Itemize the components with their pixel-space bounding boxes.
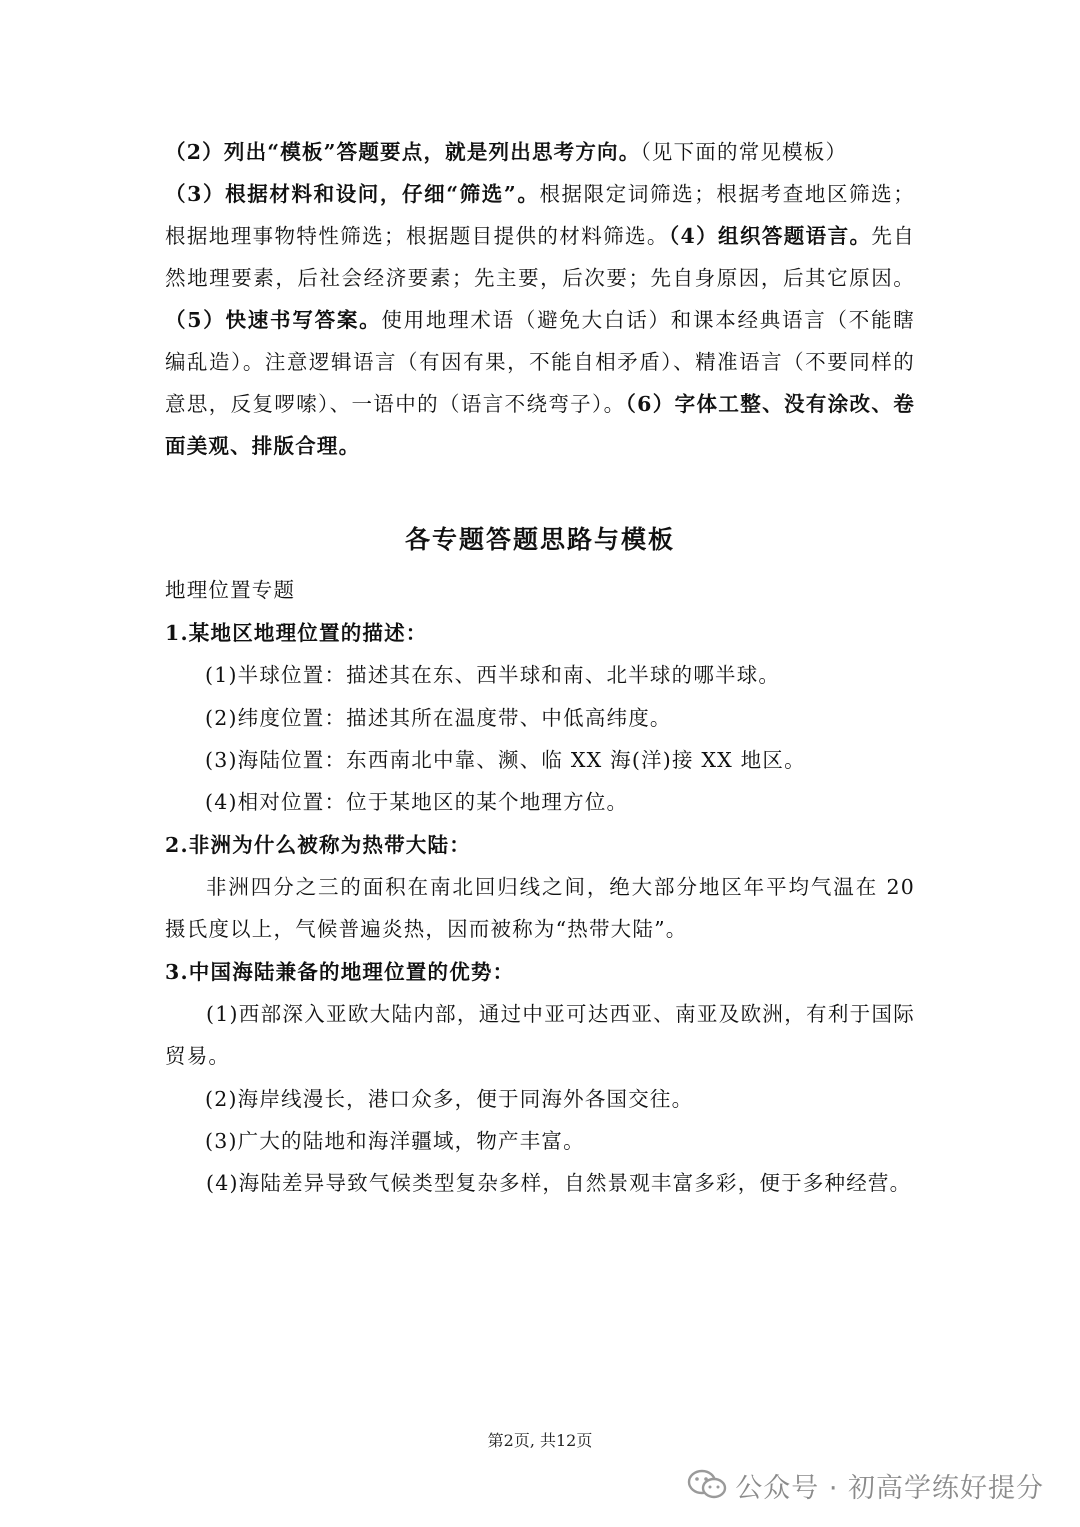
wechat-icon [687, 1468, 727, 1502]
step-6-title: （6）字体工整、没有涂改、卷面美观、排版合理。 [165, 392, 915, 458]
paragraph-1-bold: （2）列出“模板”答题要点，就是列出思考方向。 [165, 140, 641, 164]
step-5-title: （5）快速书写答案。 [165, 308, 382, 332]
q3-item: (1)西部深入亚欧大陆内部，通过中亚可达西亚、南亚及欧洲，有利于国际贸易。 [165, 1002, 915, 1068]
step-5-body: 使用地理术语（避免大白话）和课本经典语言（不能瞎编乱造）。注意逻辑语言（有因有果，不能自相矛盾）、精准语言（不要同样的意思，反复啰嗦）、一语中的（语言不绕弯子）。 [165, 308, 915, 416]
topic-title: 地理位置专题 [165, 578, 296, 602]
step-4-body: 先自然地理要素，后社会经济要素；先主要，后次要；先自身原因，后其它原因。 [165, 224, 915, 290]
watermark-text: 公众号 · 初高学练好提分 [735, 1472, 1044, 1504]
paragraph-2 [165, 173, 915, 467]
q3-item: (4)海陆差异导致气候类型复杂多样，自然景观丰富多彩，便于多种经营。 [206, 1171, 912, 1195]
q1-item: (1)半球位置：描述其在东、西半球和南、北半球的哪半球。 [205, 663, 781, 687]
paragraph-1-normal: （见下面的常见模板） [640, 140, 848, 164]
q1-item: (4)相对位置：位于某地区的某个地理方位。 [205, 790, 629, 814]
step-4-title: （4）组织答题语言。 [668, 224, 872, 248]
watermark [687, 1465, 1044, 1505]
step-3-title: （3）根据材料和设问，仔细“筛选”。 [165, 182, 540, 206]
q3-item: (2)海岸线漫长，港口众多，便于同海外各国交往。 [205, 1087, 694, 1111]
paragraph-1 [165, 131, 915, 173]
section-title: 各专题答题思路与模板 [404, 525, 675, 554]
q1-title: 1.某地区地理位置的描述： [165, 621, 428, 645]
q2-body: 非洲四分之三的面积在南北回归线之间，绝大部分地区年平均气温在 20 摄氏度以上，气候普遍炎热，因而被称为“热带大陆”。 [165, 875, 915, 941]
q3-title: 3.中国海陆兼备的地理位置的优势： [165, 960, 515, 984]
q1-item: (2)纬度位置：描述其所在温度带、中低高纬度。 [205, 706, 672, 730]
q3-item: (3)广大的陆地和海洋疆域，物产丰富。 [205, 1129, 585, 1153]
q2-title: 2.非洲为什么被称为热带大陆： [165, 833, 471, 857]
q1-item: (3)海陆位置：东西南北中靠、濒、临 XX 海(洋)接 XX 地区。 [205, 748, 806, 772]
step-3-body: 根据限定词筛选；根据考查地区筛选；根据地理事物特性筛选；根据题目提供的材料筛选。 [165, 182, 915, 248]
page-number: 第2页, 共12页 [487, 1431, 593, 1450]
